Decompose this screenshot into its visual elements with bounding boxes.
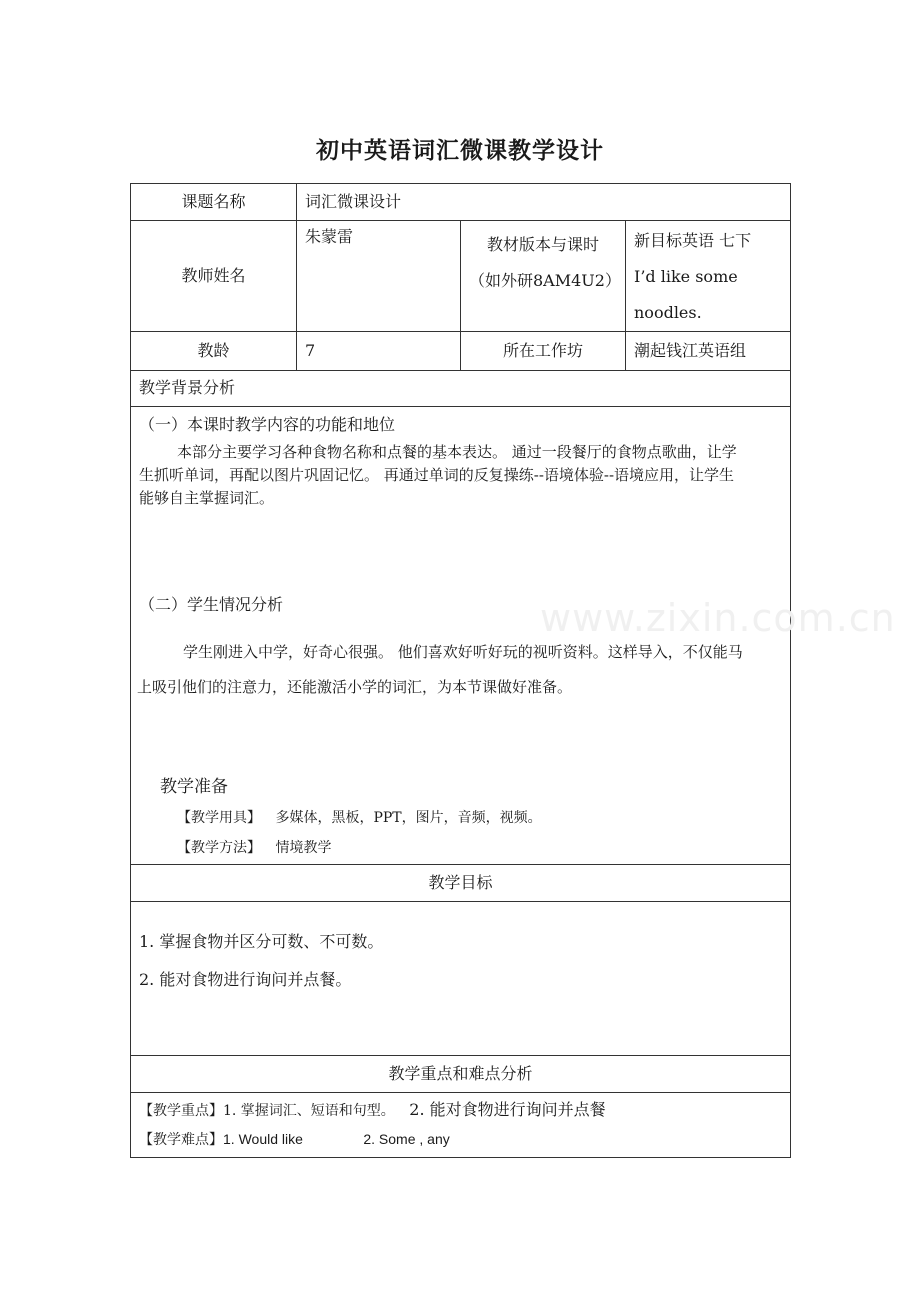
years-label: 教龄 [131, 332, 297, 371]
goal-item-1: 1. 掌握食物并区分可数、不可数。 [139, 932, 384, 951]
edition-value-line1: 新目标英语 七下 [634, 231, 752, 250]
edition-label: 教材版本与课时 [486, 235, 599, 254]
topic-label: 课题名称 [131, 184, 297, 221]
focus-value-1: 1. 掌握词汇、短语和句型。 [223, 1103, 395, 1119]
lesson-plan-table [130, 183, 791, 1158]
teacher-value: 朱蒙雷 [297, 221, 461, 332]
goals-section [131, 902, 791, 1056]
difficulty-value-1: 1. Would like [223, 1131, 303, 1147]
subsection-student-analysis: （二）学生情况分析 [139, 595, 284, 614]
paragraph-line: 生抓听单词，再配以图片巩固记忆。 再通过单词的反复操练--语境体验--语境应用，让学生 [139, 466, 735, 484]
paragraph-student-analysis-cont [137, 675, 782, 699]
tools-value: 多媒体，黑板，PPT，图片，音频，视频。 [275, 810, 542, 826]
teacher-label: 教师姓名 [131, 221, 297, 332]
focus-line [139, 1100, 606, 1121]
tools-line [177, 809, 542, 827]
edition-label-cell [461, 221, 626, 332]
background-section [131, 407, 791, 865]
paragraph-line: 学生刚进入中学，好奇心很强。 他们喜欢好听好玩的视听资料。这样导入，不仅能马 [183, 643, 743, 661]
workshop-value: 潮起钱江英语组 [626, 332, 791, 371]
paragraph-line: 能够自主掌握词汇。 [139, 489, 275, 507]
keypoints-section [131, 1093, 791, 1158]
document-title: 初中英语词汇微课教学设计 [316, 138, 604, 164]
workshop-label: 所在工作坊 [461, 332, 626, 371]
difficulty-value-2: 2. Some , any [363, 1131, 450, 1147]
topic-value: 词汇微课设计 [297, 184, 791, 221]
years-value: 7 [297, 332, 461, 371]
edition-value-line3: noodles. [634, 303, 702, 322]
tools-label: 【教学用具】 [177, 810, 261, 826]
subsection-content-role: （一）本课时教学内容的功能和地位 [139, 415, 396, 434]
background-heading: 教学背景分析 [131, 371, 791, 407]
focus-value-2: 2. 能对食物进行询问并点餐 [409, 1100, 606, 1119]
edition-value-cell [626, 221, 791, 332]
difficulty-line [139, 1130, 450, 1149]
method-line [177, 839, 331, 857]
goal-item-2: 2. 能对食物进行询问并点餐。 [139, 970, 352, 989]
paragraph-content-role-cont [139, 464, 782, 510]
focus-label: 【教学重点】 [139, 1103, 223, 1119]
difficulty-label: 【教学难点】 [139, 1132, 223, 1148]
keypoints-heading: 教学重点和难点分析 [131, 1056, 791, 1093]
paragraph-line: 本部分主要学习各种食物名称和点餐的基本表达。 通过一段餐厅的食物点歌曲，让学 [177, 443, 737, 461]
paragraph-student-analysis [139, 629, 782, 675]
paragraph-line: 上吸引他们的注意力，还能激活小学的词汇，为本节课做好准备。 [137, 678, 573, 696]
method-label: 【教学方法】 [177, 840, 261, 856]
goals-heading: 教学目标 [131, 865, 791, 902]
watermark: www.zixin.com.cn [540, 596, 896, 640]
prep-heading: 教学准备 [160, 777, 228, 797]
edition-hint: （如外研8AM4U2） [469, 271, 621, 290]
edition-value-line2: I’d like some [634, 267, 738, 286]
paragraph-content-role [139, 441, 782, 464]
method-value: 情境教学 [275, 840, 332, 856]
